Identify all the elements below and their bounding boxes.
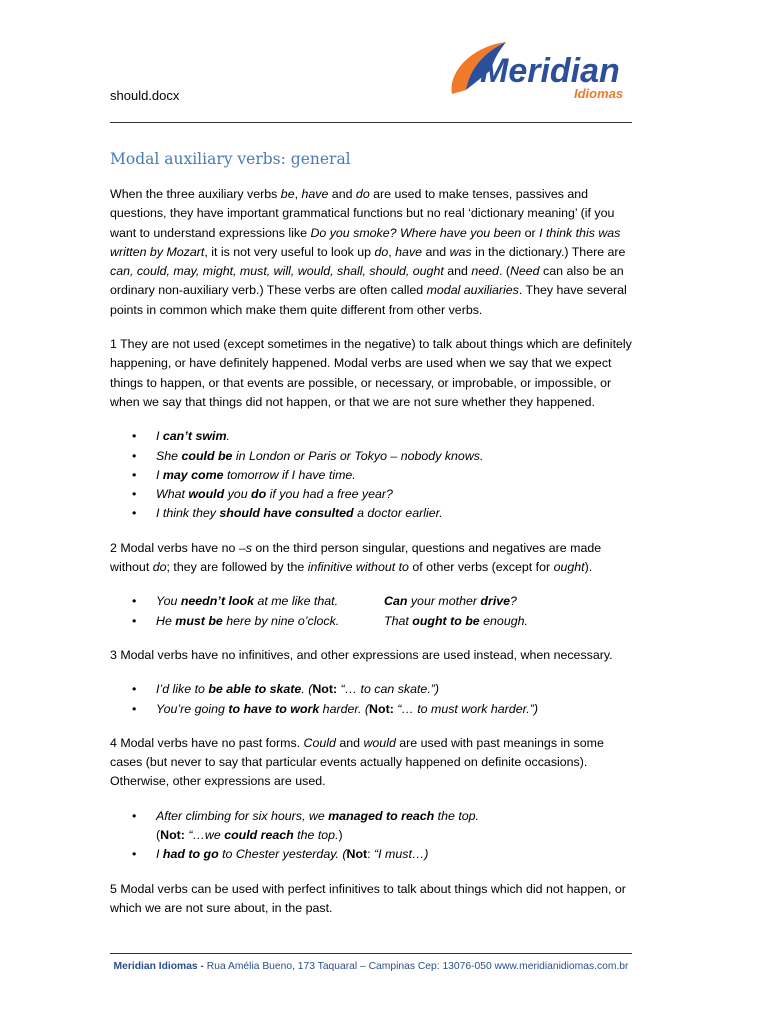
document-body (110, 185, 632, 933)
svg-text:Idiomas: Idiomas (574, 86, 624, 101)
footer-brand: Meridian Idiomas - (113, 961, 204, 972)
footer-rule (110, 953, 632, 954)
list-item: • She could be in London or Paris or Tokyo – nobody knows. (156, 447, 632, 466)
svg-text:Meridian: Meridian (480, 52, 620, 90)
examples-list-1 (110, 427, 632, 523)
footer-address: Rua Amélia Bueno, 173 Taquaral – Campinas Cep: 13076-050 www.meridianidiomas.com.br (203, 961, 629, 972)
list-item: • You needn’t look at me like that. Can your mother drive? (156, 592, 632, 611)
point-3: 3 Modal verbs have no infinitives, and other expressions are used instead, when necessary. (110, 647, 613, 662)
point-2: 2 Modal verbs have no –s on the third person singular, questions and negatives are made without do; they are followed by the infinitive without to of other verbs (except for ought). (110, 540, 602, 575)
point-5: 5 Modal verbs can be used with perfect infinitives to talk about things which did not happen, or which we are not sure about, in the past. (110, 881, 626, 915)
page-footer (110, 961, 632, 972)
list-item: • You’re going to have to work harder. (Not: “… to must work harder.”) (156, 700, 632, 719)
list-item: • I’d like to be able to skate. (Not: “… to can skate.”) (156, 680, 632, 699)
list-item: • He must be here by nine o’clock. That ought to be enough. (156, 612, 632, 631)
list-item: • I may come tomorrow if I have time. (156, 466, 632, 485)
point-4: 4 Modal verbs have no past forms. Could and would are used with past meanings in some cases (but never to say that particular events actually happened on definite occasions). Otherwise, other expressions are used. (110, 735, 604, 789)
examples-list-3 (110, 680, 632, 719)
intro-paragraph: When the three auxiliary verbs be, have and do are used to make tenses, passives and questions, they have important grammatical functions but no real ‘dictionary meaning’ (if you want to understand expressions like Do you smoke? Where have you been or I think this was written by Mozart, it is not very useful to look up do, have and was in the dictionary.) There are can, could, may, might, must, will, would, shall, should, ought and need. (Need can also be an ordinary non-auxiliary verb.) These verbs are often called modal auxiliaries. They have several points in common which make them quite different from other verbs. (110, 187, 627, 317)
header-rule (110, 122, 632, 123)
examples-list-2 (110, 592, 632, 631)
examples-list-4 (110, 807, 632, 865)
list-item: • What would you do if you had a free year? (156, 485, 632, 504)
point-1: 1 They are not used (except sometimes in the negative) to talk about things which are definitely happening, or have definitely happened. Modal verbs are used when we say that we expect things to happen, or that events are possible, or necessary, or improbable, or impossible, or when we say that things did not happen, or that we are not sure whether they happened. (110, 337, 632, 409)
meridian-logo (444, 40, 634, 108)
list-item: • I had to go to Chester yesterday. (Not: “I must…) (156, 845, 632, 864)
section-title: Modal auxiliary verbs: general (110, 150, 351, 168)
list-item: • I can’t swim. (156, 427, 632, 446)
list-item: • After climbing for six hours, we managed to reach the top. (Not: “…we could reach the top.) (156, 807, 632, 846)
list-item: • I think they should have consulted a doctor earlier. (156, 504, 632, 523)
document-filename: should.docx (110, 88, 180, 103)
